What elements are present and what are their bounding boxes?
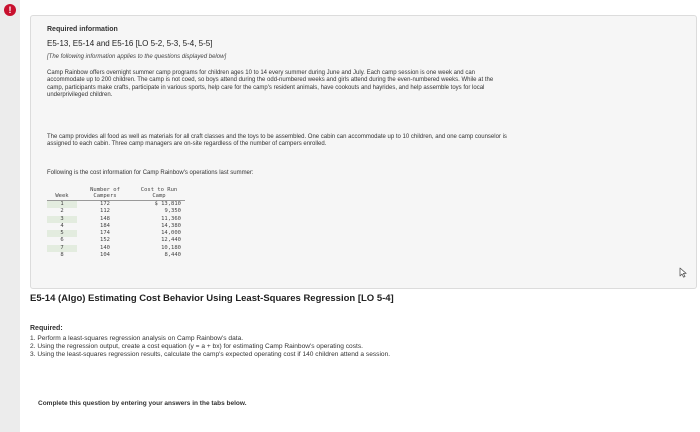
tabs-instructions: Complete this question by entering your answers in the tabs below. bbox=[38, 400, 247, 407]
cost-cell: 11,360 bbox=[161, 215, 181, 222]
header-cost-line1: Cost to Run bbox=[140, 187, 178, 193]
week-cell: 5 bbox=[47, 230, 77, 237]
campers-cell: 140 bbox=[100, 244, 110, 251]
campers-cell: 152 bbox=[100, 237, 110, 244]
left-gutter bbox=[0, 0, 20, 432]
week-cell: 4 bbox=[60, 222, 64, 229]
week-cell: 8 bbox=[60, 252, 64, 259]
week-cell: 7 bbox=[47, 245, 77, 252]
mouse-cursor-icon bbox=[679, 267, 688, 278]
required-information-panel bbox=[30, 15, 697, 289]
cost-cell: 12,440 bbox=[161, 237, 181, 244]
campers-cell: 184 bbox=[100, 222, 110, 229]
required-list bbox=[30, 335, 390, 359]
table-row bbox=[47, 208, 185, 215]
required-label: Required: bbox=[30, 325, 63, 332]
required-item: 3. Using the least-squares regression results, calculate the camp's expected operating cost if 140 children attend a session. bbox=[30, 351, 391, 358]
question-card bbox=[20, 0, 700, 432]
week-cell: 3 bbox=[47, 216, 77, 223]
header-cost bbox=[133, 186, 185, 201]
header-campers-line2: Campers bbox=[93, 193, 117, 199]
cost-cell: 14,000 bbox=[161, 230, 181, 237]
week-cell: 6 bbox=[60, 237, 64, 244]
cost-cell: $ 13,810 bbox=[154, 201, 181, 207]
campers-cell: 172 bbox=[100, 201, 110, 207]
table-row bbox=[47, 216, 185, 223]
table-row bbox=[47, 252, 185, 259]
table-row bbox=[47, 245, 185, 252]
alert-icon: ! bbox=[4, 4, 16, 16]
header-cost-line2: Camp bbox=[152, 193, 166, 199]
exercise-heading: E5-14 (Algo) Estimating Cost Behavior Using Least-Squares Regression [LO 5-4] bbox=[30, 293, 394, 304]
campers-cell: 112 bbox=[100, 208, 110, 215]
cost-cell: 8,440 bbox=[164, 252, 181, 259]
campers-cell: 174 bbox=[100, 230, 110, 237]
required-item: 1. Perform a least-squares regression analysis on Camp Rainbow's data. bbox=[30, 335, 244, 342]
table-row bbox=[47, 230, 185, 237]
table-row bbox=[47, 237, 185, 244]
week-cell: 1 bbox=[47, 201, 77, 209]
table-row bbox=[47, 223, 185, 230]
cost-cell: 9,350 bbox=[164, 208, 181, 215]
camp-provisions-paragraph: The camp provides all food as well as materials for all craft classes and the toys to be assembled. One cabin can accommodate up to 10 children, and one camp counselor is assigned to each cabin. Three camp managers are on-site regardless of the number of campers enrolled. bbox=[47, 134, 507, 148]
info-note: [The following information applies to the questions displayed below] bbox=[47, 54, 227, 60]
cost-cell: 14,380 bbox=[161, 222, 181, 229]
cost-cell: 10,180 bbox=[161, 244, 181, 251]
table-row bbox=[47, 201, 185, 209]
exercise-reference: E5-13, E5-14 and E5-16 [LO 5-2, 5-3, 5-4, 5-5] bbox=[47, 39, 213, 48]
cost-intro-paragraph: Following is the cost information for Camp Rainbow's operations last summer: bbox=[47, 170, 254, 176]
camp-description-paragraph: Camp Rainbow offers overnight summer camp programs for children ages 10 to 14 every summer during June and July. Each camp session is one week and can accommodate up to 200 children. The camp is not coed, so boys attend during the odd-numbered weeks and girls attend during the even-numbered weeks. While at the camp, participants make crafts, participate in various sports, help care for the camp's resident animals, have cookouts and hayrides, and help assemble toys for local underprivileged children. bbox=[47, 70, 494, 98]
cost-table-header-row bbox=[47, 186, 185, 201]
header-week: Week bbox=[47, 186, 77, 201]
info-title: Required information bbox=[47, 26, 118, 33]
week-cell: 2 bbox=[60, 208, 64, 215]
header-campers-line1: Number of bbox=[90, 187, 120, 193]
cost-table bbox=[47, 186, 185, 259]
header-campers bbox=[77, 186, 133, 201]
campers-cell: 104 bbox=[100, 252, 110, 259]
required-item: 2. Using the regression output, create a cost equation (y = a + bx) for estimating Camp Rainbow's operating costs. bbox=[30, 343, 363, 350]
campers-cell: 148 bbox=[100, 215, 110, 222]
